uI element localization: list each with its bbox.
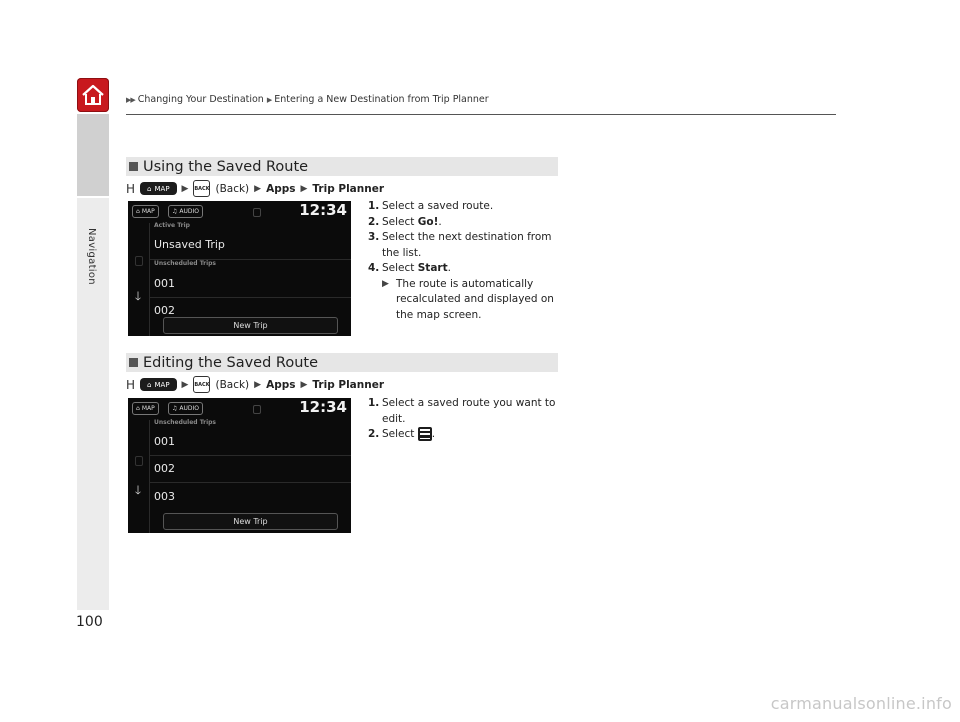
active-trip-label: Active Trip bbox=[154, 222, 190, 229]
unscheduled-trips-label: Unscheduled Trips bbox=[154, 260, 217, 267]
screen-top-bar bbox=[128, 201, 351, 223]
steps-using-saved-route bbox=[368, 199, 563, 323]
list-divider bbox=[149, 297, 351, 298]
step: 1. Select a saved route. bbox=[368, 200, 494, 212]
section-title-using-saved-route: Using the Saved Route bbox=[126, 157, 558, 176]
nav-screen-unscheduled-trips bbox=[128, 398, 351, 533]
music-note-icon: ♫ bbox=[172, 208, 178, 215]
new-trip-button[interactable]: New Trip bbox=[163, 513, 338, 530]
step: 2. Select Go!. bbox=[368, 215, 442, 228]
home-path-icon: H bbox=[126, 181, 136, 196]
step: 2. Select . bbox=[368, 428, 436, 440]
steps-editing-saved-route bbox=[368, 396, 563, 443]
path-arrow-icon: ▶ bbox=[300, 183, 308, 194]
scroll-up-icon[interactable] bbox=[135, 456, 143, 466]
map-key: ⌂ MAP bbox=[140, 378, 177, 391]
status-indicator-icon bbox=[253, 208, 261, 217]
step: 3. Select the next destination from the list. bbox=[368, 231, 552, 259]
home-button[interactable] bbox=[77, 78, 109, 112]
page-number: 100 bbox=[76, 614, 103, 630]
list-item-trip[interactable]: 001 bbox=[154, 435, 175, 448]
home-path-icon: H bbox=[126, 377, 136, 392]
list-divider bbox=[149, 482, 351, 483]
menu-path: H ⌂ MAP ▶ BACK (Back) ▶ Apps ▶ Trip Planner bbox=[126, 181, 385, 196]
screen-top-bar bbox=[128, 398, 351, 420]
path-arrow-icon: ▶ bbox=[254, 379, 262, 390]
list-divider bbox=[149, 455, 351, 456]
screen-map-button[interactable]: ⌂ MAP bbox=[132, 205, 159, 218]
sidebar-tab-active bbox=[77, 114, 109, 196]
status-indicator-icon bbox=[253, 405, 261, 414]
home-icon bbox=[81, 84, 105, 106]
breadcrumb bbox=[126, 94, 489, 105]
note-arrow-icon: ▶ bbox=[382, 278, 389, 289]
breadcrumb-arrow-icon: ▶▶ bbox=[126, 95, 135, 104]
nav-screen-active-trip bbox=[128, 201, 351, 336]
screen-audio-button[interactable]: ♫ AUDIO bbox=[168, 402, 203, 415]
scroll-up-icon[interactable] bbox=[135, 256, 143, 266]
breadcrumb-arrow-icon: ▶ bbox=[266, 95, 272, 104]
screen-map-button[interactable]: ⌂ MAP bbox=[132, 402, 159, 415]
screen-scroll-rail bbox=[128, 223, 150, 336]
home-icon: ⌂ bbox=[136, 405, 140, 412]
list-item-trip[interactable]: 002 bbox=[154, 462, 175, 475]
scroll-down-arrow-icon[interactable]: 🡓 bbox=[134, 289, 142, 303]
home-key-icon: ⌂ bbox=[147, 380, 152, 389]
step: 4. Select Start. bbox=[368, 262, 451, 274]
back-key-icon: BACK bbox=[193, 376, 210, 393]
menu-icon bbox=[418, 427, 432, 441]
map-key: ⌂ MAP bbox=[140, 182, 177, 195]
screen-scroll-rail bbox=[128, 420, 150, 533]
list-item-active-trip[interactable]: Unsaved Trip bbox=[154, 238, 225, 251]
home-icon: ⌂ bbox=[136, 208, 140, 215]
section-title-editing-saved-route: Editing the Saved Route bbox=[126, 353, 558, 372]
breadcrumb-item[interactable]: Changing Your Destination bbox=[137, 94, 264, 105]
step-note: ▶ The route is automatically recalculated and displayed on the map screen. bbox=[382, 277, 554, 321]
unscheduled-trips-label: Unscheduled Trips bbox=[154, 419, 217, 426]
section-square-icon bbox=[129, 358, 138, 367]
path-arrow-icon: ▶ bbox=[300, 379, 308, 390]
step: 1. Select a saved route you want to edit. bbox=[368, 397, 556, 425]
home-key-icon: ⌂ bbox=[147, 184, 152, 193]
header-divider bbox=[126, 114, 836, 115]
back-key-icon: BACK bbox=[193, 180, 210, 197]
list-item-trip[interactable]: 002 bbox=[154, 304, 175, 317]
list-item-trip[interactable]: 001 bbox=[154, 277, 175, 290]
screen-clock: 12:34 bbox=[299, 398, 347, 416]
sidebar-section-label: Navigation bbox=[86, 228, 97, 285]
screen-audio-button[interactable]: ♫ AUDIO bbox=[168, 205, 203, 218]
watermark: carmanualsonline.info bbox=[770, 694, 952, 713]
new-trip-button[interactable]: New Trip bbox=[163, 317, 338, 334]
screen-clock: 12:34 bbox=[299, 201, 347, 219]
path-arrow-icon: ▶ bbox=[181, 379, 189, 390]
path-arrow-icon: ▶ bbox=[181, 183, 189, 194]
scroll-down-arrow-icon[interactable]: 🡓 bbox=[134, 483, 142, 497]
breadcrumb-item[interactable]: Entering a New Destination from Trip Planner bbox=[274, 94, 489, 105]
music-note-icon: ♫ bbox=[172, 405, 178, 412]
menu-path: H ⌂ MAP ▶ BACK (Back) ▶ Apps ▶ Trip Planner bbox=[126, 377, 385, 392]
list-item-trip[interactable]: 003 bbox=[154, 490, 175, 503]
path-arrow-icon: ▶ bbox=[254, 183, 262, 194]
section-square-icon bbox=[129, 162, 138, 171]
